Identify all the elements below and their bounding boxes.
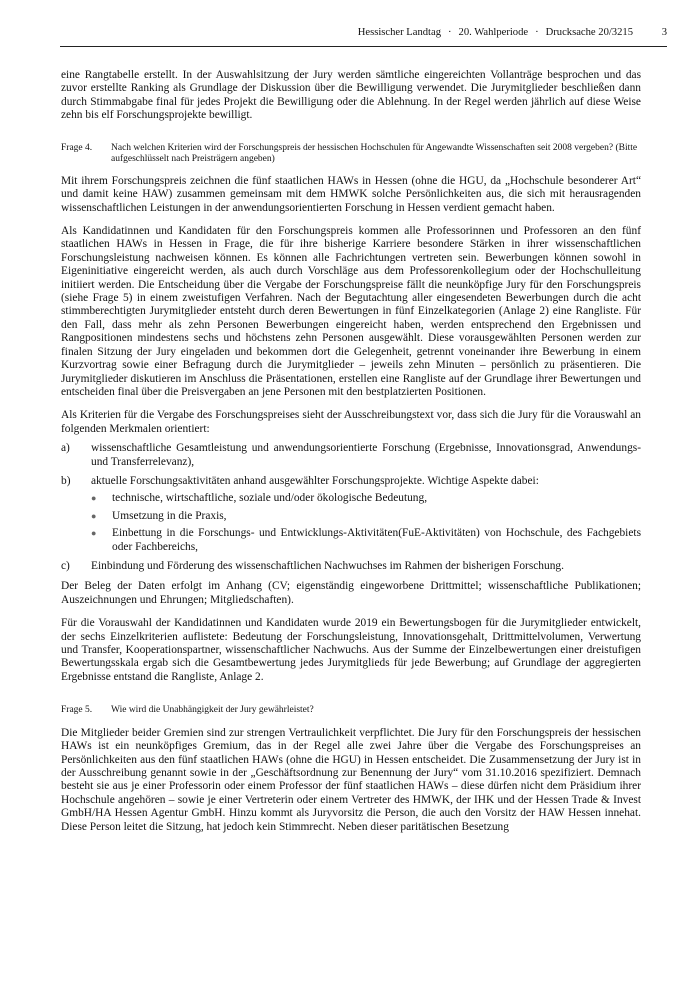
question-5-text: Wie wird die Unabhängigkeit der Jury gewährleistet? (111, 705, 314, 716)
criteria-item-a (61, 442, 641, 469)
bullet-icon: ● (91, 493, 97, 504)
question-4-text: Nach welchen Kriterien wird der Forschungspreis der hessischen Hochschulen für Angewandte Wissenschaften seit 2008 vergeben? (Bitte aufgeschlüsselt nach Preisträgern angeben) (111, 142, 638, 165)
question-4-label: Frage 4. (61, 142, 93, 153)
bullet-icon: ● (91, 510, 97, 521)
question-4 (61, 143, 641, 166)
header-parliament: Hessischer Landtag (357, 27, 441, 38)
criteria-label: b) (61, 474, 71, 487)
header-period: 20. Wahlperiode (458, 27, 529, 38)
header-title (358, 27, 633, 38)
answer-4-paragraph-3: Als Kriterien für die Vergabe des Forschungspreises sieht der Ausschreibungstext vor, dass sich die Jury für die Vorauswahl an folgenden Merkmalen orientiert: (61, 409, 641, 435)
answer-4-paragraph-2: Als Kandidatinnen und Kandidaten für den Forschungspreis kommen alle Professorinnen und Professoren an den fünf staatlichen HAWs in Hessen in Frage, die für ihre bisherige Karriere besondere Stärken in ihrer wissenschaftlichen Forschungsleistung nachweisen können. Es können alle Fachrichtungen vertreten sein. Bewerbungen können sowohl in Eigeninitiative eingereicht werden, als auch durch Vorschläge aus dem Professorenkollegium oder der Hochschulleitung initiiert werden. Die Entscheidung über die Vergabe der Forschungspreise fällt die neunköpfige Jury für den Forschungspreis (siehe Frage 5) in einem zweistufigen Verfahren. Nach der Begutachtung aller eingesendeten Bewerbungen durch die acht stimmberechtigten Jurymitglieder entsteht durch deren Bewertungen in fünf Einzelkategorien (Anlage 2) eine Rangliste. Für den Fall, dass mehr als zehn Personen Bewerbungen eingereicht haben, werden entsprechend den Ergebnissen und Rangpositionen mindestens sechs und höchstens zehn Personen ausgewählt. Diese vorausgewählten Personen werden zur finalen Sitzung der Jury eingeladen und bekommen dort die Gelegenheit, getrennt voneinander ihre Bewerbung in einem Kurzvortrag sowie einer Befragung durch die Jurymitglieder – jeweils zehn Minuten – persönlich zu präsentieren. Die Jurymitglieder diskutieren im Anschluss die Präsentationen, erstellen eine Rangliste auf der Grundlage ihrer Bewertungen und entscheiden final über die Preisvergaben an jene Personen mit den bestplatzierten Positionen. (61, 225, 641, 398)
criteria-item-b (61, 475, 641, 488)
criteria-text: aktuelle Forschungsaktivitäten anhand ausgewählter Forschungsprojekte. Wichtige Aspekte dabei: (91, 474, 539, 487)
bullet-item (91, 510, 641, 523)
header-separator: · (448, 27, 452, 38)
criteria-text: wissenschaftliche Gesamtleistung und anwendungsorientierte Forschung (Ergebnisse, Innovationsgrad, Anwendungs- und Transferrelevanz), (91, 442, 641, 468)
answer-4-paragraph-1: Mit ihrem Forschungspreis zeichnen die fünf staatlichen HAWs in Hessen (ohne die HGU, da „Hochschule besonderer Art“ und damit keine HAW) zusammen gemeinsam mit dem HMWK solche Persönlichkeiten aus, die sich mit herausragenden wissenschaftlichen Leistungen in der anwendungsorientierten Forschung in Hessen verdient gemacht haben. (61, 174, 641, 214)
header-document-number: Drucksache 20/3215 (545, 27, 633, 38)
answer-4-paragraph-5: Für die Vorauswahl der Kandidatinnen und Kandidaten wurde 2019 ein Bewertungsbogen für die Jurymitglieder entwickelt, der sechs Einzelkriterien auflistete: Bedeutung der Forschungsleistung, Innovationsgehalt, Drittmittelvolumen, Verwertung und Transfer, Kooperationspartner, wissenschaftlicher Nachwuchs. Aus der Summe der Einzelbewertungen einer dreistufigen Bewertungsskala ergab sich die Gesamtbewertung jedes Jurymitglieds für jede Bewerbung; auf Grundlage der aggregierten Ergebnisse entstand die Rangliste, Anlage 2. (61, 617, 641, 683)
bullet-item (91, 492, 641, 505)
answer-5-paragraph-1: Die Mitglieder beider Gremien sind zur strengen Vertraulichkeit verpflichtet. Die Jury für den Forschungspreis der hessischen HAWs ist ein neunköpfiges Gremium, das in der Regel alle zwei Jahre über die Vergabe des Forschungspreises an Persönlichkeiten aus den fünf staatlichen HAWs (ohne die HGU) in Hessen entscheidet. Die Zusammensetzung der Jury ist in der Ausschreibung genannt sowie in der „Geschäftsordnung zur Benennung der Jury“ vom 31.10.2016 spezifiziert. Demnach besteht sie aus je einer Professorin oder einem Professor der fünf staatlichen HAWs – diese dürfen nicht dem Präsidium ihrer Hochschule angehören – sowie je einer Vertreterin oder einem Vertreter des HMWK, der IHK und der Hessen Trade & Invest GmbH/HA Hessen Agentur GmbH. Hinzu kommt als Juryvorsitz die Person, die auch den Vorsitz der HAW Hessen innehat. Diese Person leitet die Sitzung, hat jedoch kein Stimmrecht. Neben dieser paritätischen Besetzung (61, 726, 641, 833)
document-body (61, 69, 641, 834)
criteria-label: c) (61, 559, 70, 572)
bullet-text: Umsetzung in die Praxis, (112, 509, 227, 522)
criteria-label: a) (61, 442, 70, 455)
page-number: 3 (661, 27, 667, 38)
intro-paragraph: eine Rangtabelle erstellt. In der Auswahlsitzung der Jury werden sämtliche eingereichten Vollanträge besprochen und das zuvor erstellte Ranking als Grundlage der Diskussion über die Bewilligung verwendet. Die Jurymitglieder beschließen dann durch Stimmabgabe final für jedes Projekt die Bewilligung oder die Ablehnung. In der Regel werden jährlich auf diese Weise zehn bis elf Forschungsprojekte bewilligt. (61, 69, 641, 122)
criteria-item-c (61, 560, 641, 573)
bullet-icon: ● (91, 528, 97, 539)
question-5-label: Frage 5. (61, 705, 93, 716)
bullet-item (91, 527, 641, 554)
answer-4-paragraph-4: Der Beleg der Daten erfolgt im Anhang (CV; eigenständig eingeworbene Drittmittel; wissenschaftliche Publikationen; Auszeichnungen und Ehrungen; Mitgliedschaften). (61, 580, 641, 606)
header-separator: · (535, 27, 539, 38)
page-header (60, 22, 667, 47)
bullet-text: Einbettung in die Forschungs- und Entwicklungs-Aktivitäten(FuE-Aktivitäten) von Hochschule, des Fachgebiets oder Fachbereichs, (112, 527, 641, 553)
bullet-text: technische, wirtschaftliche, soziale und/oder ökologische Bedeutung, (112, 492, 428, 505)
question-5 (61, 705, 641, 717)
criteria-text: Einbindung und Förderung des wissenschaftlichen Nachwuchses im Rahmen der bisherigen Forschung. (91, 559, 564, 572)
